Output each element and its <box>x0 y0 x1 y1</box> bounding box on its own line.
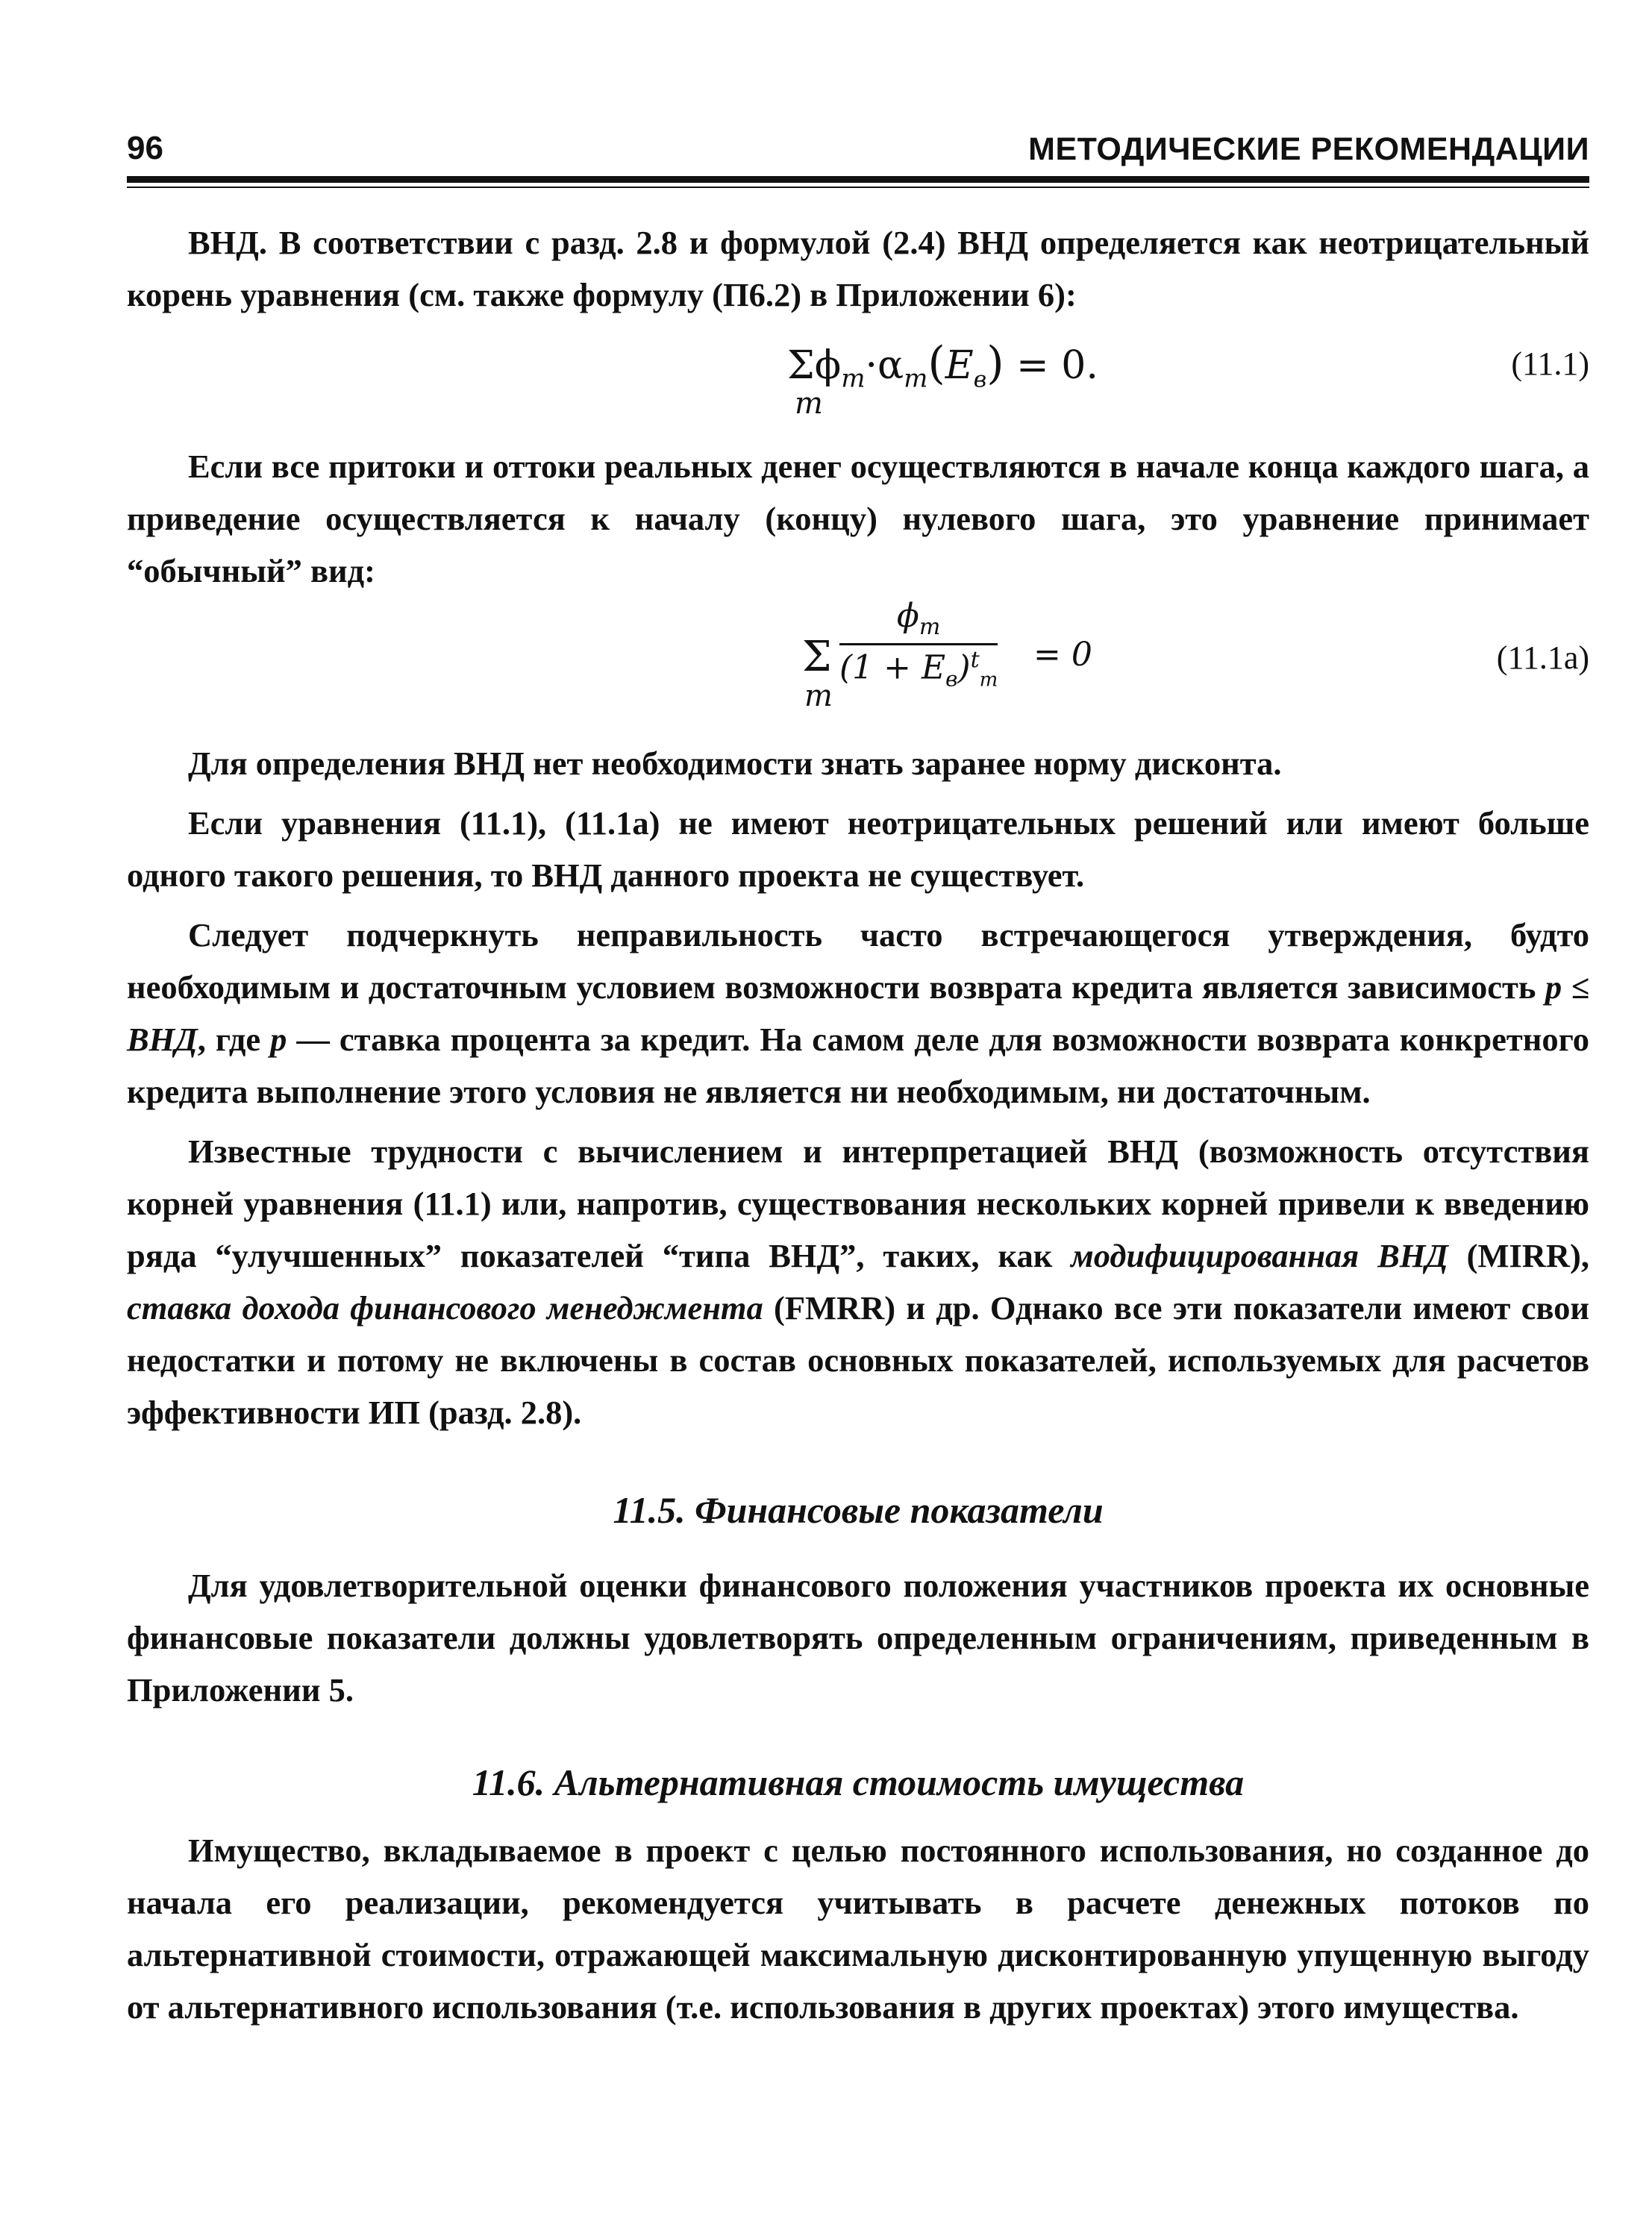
running-header <box>127 125 1589 173</box>
paragraph: Если все притоки и оттоки реальных денег осуществляются в начале конца каждого шага, а приведение осуществляется к началу (концу) нулевого шага, это уравнение принимает “обычный” вид: <box>127 448 1589 589</box>
section-heading: 11.6. Альтернативная стоимость имущества <box>472 1761 1245 1803</box>
formula-rhs: = 0. <box>1004 343 1098 388</box>
term-mirr: модифицированная ВНД <box>1071 1237 1448 1274</box>
formula-rhs: = 0 <box>1033 636 1092 674</box>
sum-index: m <box>795 386 823 421</box>
denominator: (1 + E <box>839 648 946 687</box>
equation-number: (11.1) <box>1511 345 1589 382</box>
formula-11-1a <box>127 597 1589 724</box>
page-number: 96 <box>127 130 163 166</box>
denominator-close: ) <box>957 648 971 687</box>
section-11-6-block <box>127 1824 1589 2033</box>
dot-operator: · <box>865 343 877 388</box>
sum-sign: Σ <box>802 633 832 681</box>
section-11-5-block <box>127 1559 1589 1716</box>
sum-sign: Σ <box>787 343 815 388</box>
alpha-subscript: m <box>904 363 928 394</box>
arg-e: E <box>945 343 974 388</box>
arg-e-subscript: в <box>973 366 987 393</box>
paragraph: Следует подчеркнуть неправильность часто встречающегося утверждения, будто необходимым и достаточным условием возможности возврата кредита является зависимость p ≤ ВНД, где p — ставка процента за кредит. На самом деле для возможности возврата конкретного кредита выполнение этого условия не является ни необходимым, ни достаточным. <box>127 916 1589 1110</box>
term-fmrr: ставка дохода финансового менеджмента <box>127 1289 763 1327</box>
paragraph: Для определения ВНД нет необходимости знать заранее норму дисконта. <box>188 745 1282 782</box>
sum-index: m <box>804 679 833 713</box>
body-text-block <box>127 737 1589 1438</box>
inline-variable: p <box>270 1021 287 1058</box>
formula-11-1 <box>127 337 1589 427</box>
intro-lead: ВНД. <box>188 224 268 261</box>
header-rule-thin <box>127 187 1589 188</box>
close-paren: ) <box>986 337 1004 389</box>
formula-11-1-expression <box>787 337 1098 393</box>
intro-paragraph <box>127 216 1589 321</box>
paragraph: Имущество, вкладываемое в проект с целью постоянного использования, но созданное до начала его реализации, рекомендуется учитывать в расчете денежных потоков по альтернативной стоимости, отражающей максимальную дисконтированную упущенную выгоду от альтернативного использования (т.е. использования в других проектах) этого имущества. <box>127 1832 1589 2026</box>
paragraph: Для удовлетворительной оценки финансового положения участников проекта их основные финансовые показатели должны удовлетворять определенным ограничениям, приведенным в Приложении 5. <box>127 1567 1589 1709</box>
open-paren: ( <box>927 337 945 389</box>
denominator-subscript: в <box>945 666 958 692</box>
phi-symbol: ϕ <box>814 343 842 388</box>
intro-text: В соответствии с разд. 2.8 и формулой (2.4) ВНД определяется как неотрицательный корень уравнения (см. также формулу (П6.2) в Приложении 6): <box>127 224 1589 313</box>
equation-number: (11.1a) <box>1496 639 1589 676</box>
fraction <box>839 597 998 691</box>
intro-block <box>127 216 1589 321</box>
phi-subscript: m <box>841 363 866 394</box>
inline-formula: p ≤ ВНД <box>127 968 1589 1058</box>
section-heading: 11.5. Финансовые показатели <box>613 1489 1104 1531</box>
denominator-exponent: t <box>970 646 980 673</box>
exponent-subscript: m <box>979 668 998 692</box>
running-title: МЕТОДИЧЕСКИЕ РЕКОМЕНДАЦИИ <box>1028 131 1589 167</box>
alpha-symbol: α <box>877 343 904 388</box>
header-rule <box>127 176 1589 183</box>
paragraph-2-block <box>127 440 1589 597</box>
numerator: ϕ <box>896 597 919 635</box>
paragraph: Если уравнения (11.1), (11.1a) не имеют неотрицательных решений или имеют больше одного такого решения, то ВНД данного проекта не существует. <box>127 804 1589 894</box>
paragraph: Известные трудности с вычислением и интерпретацией ВНД (возможность отсутствия корней уравнения (11.1) или, напротив, существования нескольких корней привели к введению ряда “улучшенных” показателей “типа ВНД”, таких, как модифицированная ВНД (MIRR), ставка дохода финансового менеджмента (FMRR) и др. Однако все эти показатели имеют свои недостатки и потому не включены в состав основных показателей, используемых для расчетов эффективности ИП (разд. 2.8). <box>127 1133 1589 1431</box>
numerator-subscript: m <box>919 613 941 640</box>
